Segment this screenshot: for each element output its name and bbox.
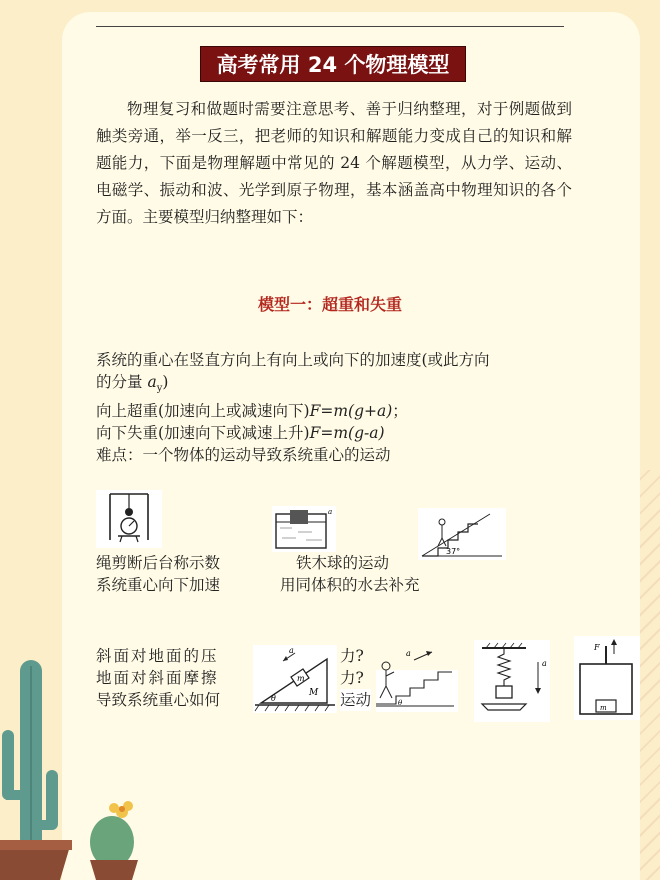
svg-text:θ: θ — [271, 694, 276, 703]
svg-text:a: a — [328, 508, 333, 516]
figure-scale — [96, 490, 162, 548]
caption-2b: 用同体积的水去补充 — [280, 576, 420, 594]
desc-line-3: 向上超重(加速向上或减速向下)F=m(g+a)； — [96, 402, 408, 421]
figure-incline — [253, 645, 337, 713]
svg-text:m: m — [297, 674, 305, 683]
desc-line-2: 的分量 $a_y$) — [96, 373, 169, 395]
model-description — [96, 349, 576, 466]
caption-3c: 导致系统重心如何 — [96, 691, 221, 709]
caption-1b: 系统重心向下加速 — [96, 576, 221, 594]
caption-4a: 力? — [340, 647, 364, 665]
caption-3b: 地面对斜面摩擦 — [96, 669, 219, 687]
caption-1a: 绳剪断后台称示数 — [96, 554, 221, 572]
svg-text:M: M — [309, 688, 319, 698]
caption-2a: 铁木球的运动 — [296, 554, 390, 572]
figure-stairs — [418, 508, 506, 560]
figure-spring — [474, 640, 550, 722]
intro-paragraph: 物理复习和做题时需要注意思考、善于归纳整理，对于例题做到触类旁通，举一反三，把老师的知识和解题能力变成自己的知识和解题能力，下面是物理解题中常见的 24 个解题模型，从力学、运动、电磁学、振动和波、光学到原子物理，基本涵盖高中物理知识的各个方面。主要模型归纳整理如下： — [96, 100, 572, 226]
caption-4b: 力? — [340, 669, 364, 687]
svg-text:37°: 37° — [446, 547, 461, 556]
svg-text:θ: θ — [398, 699, 403, 707]
svg-text:a: a — [289, 646, 294, 655]
cactus-decoration — [0, 650, 75, 880]
svg-text:m: m — [600, 704, 607, 712]
figure-water-tank — [272, 506, 336, 552]
figure-box-force — [574, 636, 640, 720]
caption-4c: 运动 — [340, 691, 372, 709]
svg-text:F: F — [594, 643, 600, 652]
desc-line-5: 难点：一个物体的运动导致系统重心的运动 — [96, 446, 391, 465]
caption-3a: 斜面对地面的压 — [96, 647, 219, 665]
top-divider — [96, 26, 564, 27]
model-heading: 模型一：超重和失重 — [257, 295, 402, 314]
svg-text:a: a — [542, 659, 547, 668]
desc-line-4: 向下失重(加速向下或减速上升)F=m(g-a) — [96, 424, 385, 443]
page-title: 高考常用 24 个物理模型 — [200, 46, 466, 82]
desc-line-1: 系统的重心在竖直方向上有向上或向下的加速度(或此方向 — [96, 351, 490, 369]
svg-text:a: a — [406, 649, 411, 658]
small-cactus-decoration — [84, 796, 144, 880]
figure-escalator — [362, 642, 458, 712]
